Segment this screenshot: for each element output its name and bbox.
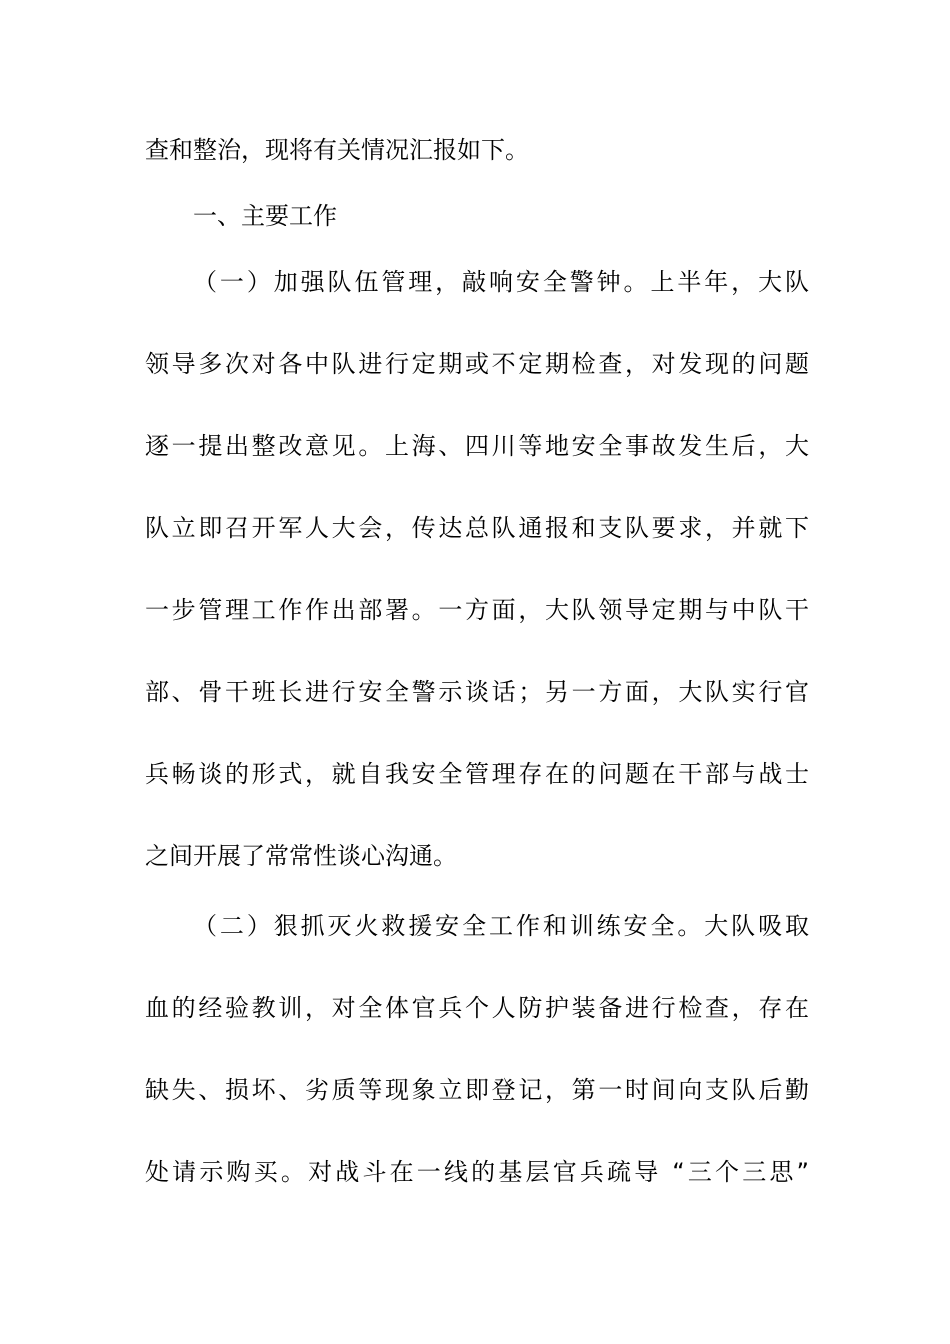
body-text-line: 处请示购买。对战斗在一线的基层官兵疏导 “三个三思” <box>145 1158 809 1186</box>
paragraph-1-first-line: （一）加强队伍管理，敲响安全警钟。上半年，大队 <box>193 268 809 296</box>
body-text-line: 查和整治，现将有关情况汇报如下。 <box>145 136 529 164</box>
body-text-line: 队立即召开军人大会，传达总队通报和支队要求，并就下 <box>145 514 809 542</box>
body-text-line: 部、骨干班长进行安全警示谈话；另一方面，大队实行官 <box>145 678 809 706</box>
paragraph-2-first-line: （二）狠抓灭火救援安全工作和训练安全。大队吸取 <box>193 912 809 940</box>
body-text-line: 之间开展了常常性谈心沟通。 <box>145 842 457 870</box>
body-text-line: 缺失、损坏、劣质等现象立即登记，第一时间向支队后勤 <box>145 1076 809 1104</box>
body-text-line: 逐一提出整改意见。上海、四川等地安全事故发生后，大 <box>145 432 809 460</box>
body-text-line: 血的经验教训，对全体官兵个人防护装备进行检查，存在 <box>145 994 809 1022</box>
body-text-line: 领导多次对各中队进行定期或不定期检查，对发现的问题 <box>145 350 809 378</box>
body-text-line: 兵畅谈的形式，就自我安全管理存在的问题在干部与战士 <box>145 760 809 788</box>
section-heading: 一、主要工作 <box>193 202 337 230</box>
body-text-line: 一步管理工作作出部署。一方面，大队领导定期与中队干 <box>145 596 809 624</box>
